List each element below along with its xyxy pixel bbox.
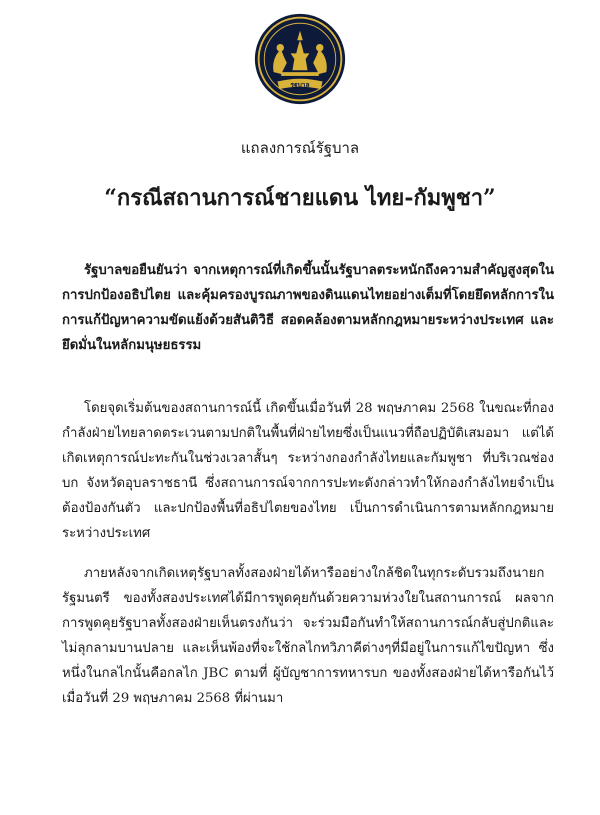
seal-text: รฐบาล (290, 81, 310, 90)
statement-heading: แถลงการณ์รัฐบาล (240, 139, 360, 157)
paragraph-3: ภายหลังจากเกิดเหตุรัฐบาลทั้งสองฝ่ายได้หารืออย่างใกล้ชิดในทุกระดับรวมถึงนายกรัฐมนตรี ของทั้งสองประเทศได้มีการพูดคุยกันด้วยความห่วงใยในสถานการณ์ ผลจากการพูดคุยรัฐบาลทั้งสองฝ่ายเห็นตรงกันว่า จะร่วมมือกันทำให้สถานการณ์กลับสู่ปกติและไม่ลุกลามบานปลาย และเห็นพ้องที่จะใช้กลไกทวิภาคีต่างๆที่มีอยู่ในการแก้ไขปัญหา ซึ่งหนึ่งในกลไกนั้นคือกลไก JBC ตามที่ ผู้บัญชาการทหารบก ของทั้งสองฝ่ายได้หารือกันไว้ เมื่อวันที่ 29 พฤษภาคม 2568 ที่ผ่านมา (62, 566, 554, 707)
government-seal-emblem (253, 12, 347, 106)
paragraph-2: โดยจุดเริ่มต้นของสถานการณ์นี้ เกิดขึ้นเมื่อวันที่ 28 พฤษภาคม 2568 ในขณะที่กองกำลังฝ่ายไทยลาดตระเวนตามปกติในพื้นที่ฝ่ายไทยซึ่งเป็นแนวที่ถือปฏิบัติเสมอมา แต่ได้เกิดเหตุการณ์ปะทะกันในช่วงเวลาสั้นๆ ระหว่างกองกำลังไทยและกัมพูชา ที่บริเวณช่องบก จังหวัดอุบลราชธานี ซึ่งสถานการณ์จากการปะทะดังกล่าวทำให้กองกำลังไทยจำเป็นต้องป้องกันตัว และปกป้องพื้นที่อธิปไตยของไทย เป็นการดำเนินการตามหลักกฎหมายระหว่างประเทศ (62, 401, 554, 542)
paragraph-1: รัฐบาลขอยืนยันว่า จากเหตุการณ์ที่เกิดขึ้นนั้นรัฐบาลตระหนักถึงความสำคัญสูงสุดในการปกป้องอธิปไตย และคุ้มครองบูรณภาพของดินแดนไทยอย่างเต็มที่โดยยึดหลักการในการแก้ปัญหาความขัดแย้งด้วยสันติวิธี สอดคล้องตามหลักกฎหมายระหว่างประเทศ และยึดมั่นในหลักมนุษยธรรม (62, 263, 554, 354)
statement-title: “กรณีสถานการณ์ชายแดน ไทย-กัมพูชา” (104, 185, 496, 211)
